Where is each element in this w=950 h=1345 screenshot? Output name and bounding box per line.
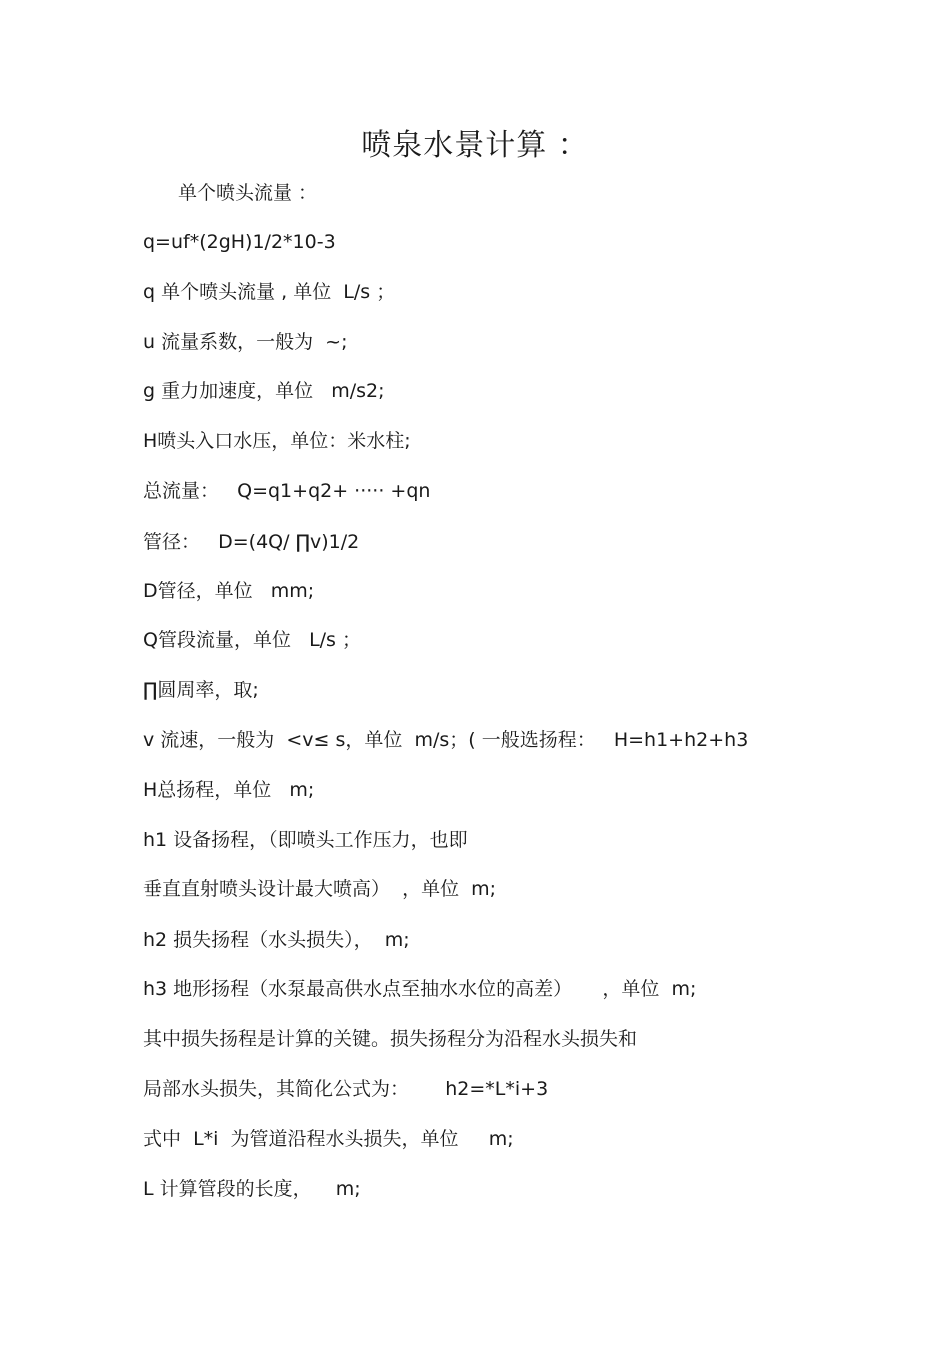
text-line-13: H总扬程，单位 m; xyxy=(143,779,315,801)
text-line-16: h2 损失扬程（水头损失）， m; xyxy=(143,929,410,951)
text-line-15: 垂直直射喷头设计最大喷高） ，单位 m; xyxy=(143,878,497,900)
text-line-4: u 流量系数，一般为 ~; xyxy=(143,331,348,353)
text-line-19: 局部水头损失，其简化公式为： h2=*L*i+3 xyxy=(143,1078,549,1100)
text-line-3: q 单个喷头流量 , 单位 L/s ； xyxy=(143,281,396,303)
text-line-12: v 流速，一般为 <v≤ s，单位 m/s；( 一般选扬程： H=h1+h2+h3 xyxy=(143,729,749,751)
text-line-20: 式中 L*i 为管道沿程水头损失，单位 m; xyxy=(143,1128,514,1150)
text-line-21: L 计算管段的长度， m; xyxy=(143,1178,361,1200)
text-line-14: h1 设备扬程，（即喷头工作压力，也即 xyxy=(143,829,468,851)
text-line-2: q=uf*(2gH)1/2*10-3 xyxy=(143,231,336,253)
text-line-18: 其中损失扬程是计算的关键。损失扬程分为沿程水头损失和 xyxy=(143,1028,638,1050)
text-line-11: ∏圆周率，取; xyxy=(143,679,259,701)
text-line-1: 单个喷头流量 ： xyxy=(178,182,318,204)
text-line-9: D管径，单位 mm; xyxy=(143,580,315,602)
text-line-6: H喷头入口水压，单位：米水柱; xyxy=(143,430,411,452)
text-line-5: g 重力加速度，单位 m/s2; xyxy=(143,380,385,402)
text-line-10: Q管段流量，单位 L/s ； xyxy=(143,629,361,651)
text-line-17: h3 地形扬程（水泵最高供水点至抽水水位的高差） ，单位 m; xyxy=(143,978,697,1000)
text-line-7: 总流量： Q=q1+q2+ ····· +qn xyxy=(143,480,431,502)
text-line-8: 管径： D=(4Q/ ∏v)1/2 xyxy=(143,531,360,553)
page-title: 喷泉水景计算 ： xyxy=(361,128,589,163)
